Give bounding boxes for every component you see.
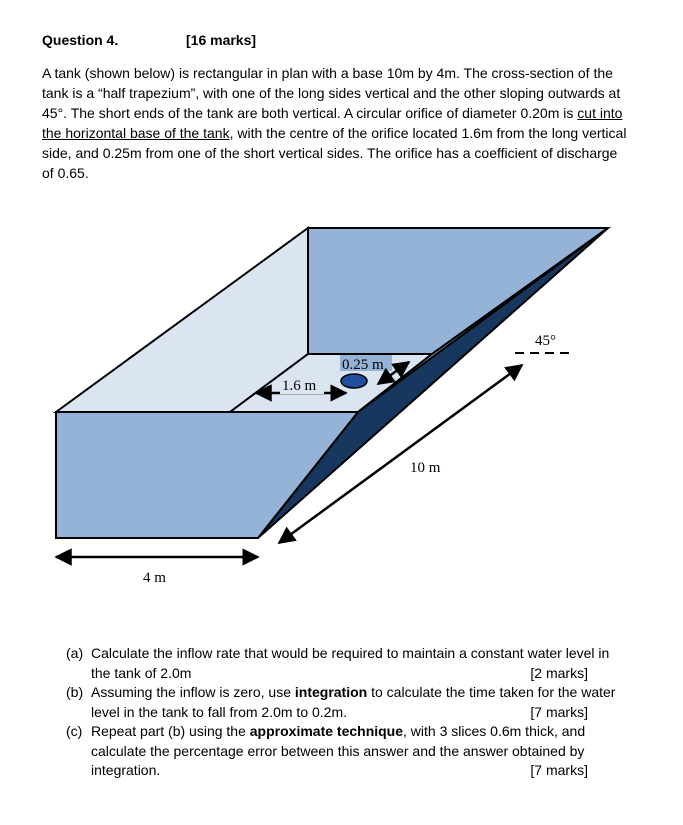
part-marks: [7 marks] [530, 703, 588, 720]
part-label: (a) [66, 645, 84, 661]
question-part [66, 722, 626, 781]
part-text-before: Repeat part (b) using the [91, 723, 250, 739]
question-marks: [16 marks] [186, 32, 257, 48]
intro-underlined-text: cut into the horizontal base of the tank [42, 105, 623, 141]
question-part [66, 644, 626, 683]
label-1-6m: 1.6 m [282, 378, 317, 394]
part-label: (b) [66, 684, 84, 700]
label-0-25m: 0.25 m [342, 357, 384, 373]
part-marks: [2 marks] [530, 664, 588, 681]
part-text-before: Calculate the inflow rate that would be required to maintain a constant water level in the tank of 2.0m [91, 645, 610, 681]
part-text-before: Assuming the inflow is zero, use [91, 684, 295, 700]
question-title: Question 4. [42, 32, 119, 48]
question-part [66, 683, 626, 722]
intro-text-2: , with the centre of the orifice located 1.6m from the long vertical side, and 0.25m from one of the short vertical sides. The orifice has a coefficient of discharge of 0.65. [42, 125, 627, 181]
part-label: (c) [66, 723, 83, 739]
part-text-after: , with 3 slices 0.6m thick, and calculate the percentage error between this answer and the answer obtained by integration. [91, 723, 586, 778]
part-bold-text: integration [294, 684, 368, 700]
label-angle: 45° [535, 333, 556, 349]
part-bold-text: approximate technique [249, 723, 404, 739]
orifice [341, 374, 367, 388]
intro-text-1: A tank (shown below) is rectangular in plan with a base 10m by 4m. The cross-section of the tank is a “half trapezium”, with one of the long sides vertical and the other sloping outwards at 45°. The short ends of the tank are both vertical. A circular orifice of diameter 0.20m is [42, 65, 621, 121]
label-4m: 4 m [143, 570, 166, 586]
part-text-after: to calculate the time taken for the water level in the tank to fall from 2.0m to 0.2m. [91, 684, 616, 720]
label-10m: 10 m [410, 460, 441, 476]
question-parts [66, 644, 626, 781]
part-marks: [7 marks] [530, 762, 588, 778]
